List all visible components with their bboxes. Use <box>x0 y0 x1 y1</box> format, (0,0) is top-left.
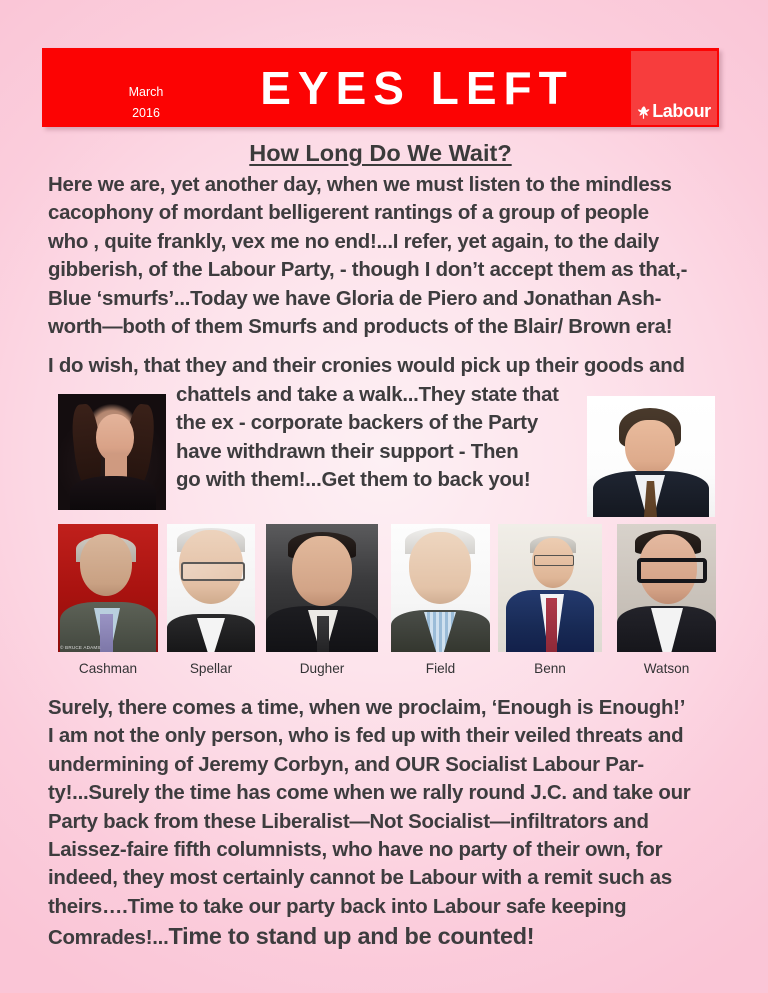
labour-logo-text: Labour <box>652 101 711 121</box>
article-headline: How Long Do We Wait? <box>249 140 512 166</box>
paragraph-line: cacophony of mordant belligerent rantings of a group of people <box>48 202 649 225</box>
paragraph-line: undermining of Jeremy Corbyn, and OUR Socialist Labour Par- <box>48 753 644 776</box>
photo-detail <box>100 614 113 652</box>
masthead-banner <box>42 48 719 127</box>
portrait-field <box>391 524 490 652</box>
issue-month: March <box>128 85 164 99</box>
photo-detail <box>625 420 675 475</box>
caption-dugher: Dugher <box>299 661 345 676</box>
portrait-dugher <box>266 524 378 652</box>
photo-credit: © BRUCE ADAMS <box>60 645 101 650</box>
labour-rose-icon <box>637 105 651 120</box>
paragraph-line: indeed, they most certainly cannot be Labour with a remit such as <box>48 867 672 890</box>
paragraph-line: the ex - corporate backers of the Party <box>176 412 538 435</box>
labour-party-logo <box>631 51 717 125</box>
portrait-jonathan-ashworth <box>587 396 715 517</box>
paragraph-line: Surely, there comes a time, when we proclaim, ‘Enough is Enough!’ <box>48 697 686 719</box>
paragraph-line: theirs….Time to take our party back into Labour safe keeping <box>48 895 627 918</box>
paragraph-line: go with them!...Get them to back you! <box>176 469 531 492</box>
portrait-watson <box>617 524 716 652</box>
portrait-benn <box>498 524 602 652</box>
paragraph-line: chattels and take a walk...They state that <box>176 384 559 406</box>
article-paragraph-2-lead: I do wish, that they and their cronies would pick up their goods and <box>48 355 685 377</box>
paragraph-line: who , quite frankly, vex me no end!...I refer, yet again, to the daily <box>48 230 659 253</box>
photo-detail <box>637 558 707 583</box>
caption-spellar: Spellar <box>189 661 233 676</box>
article-paragraph-3 <box>48 694 738 954</box>
photo-detail <box>181 562 245 581</box>
closing-line-emphasis: Time to stand up and be counted! <box>168 923 535 950</box>
photo-detail <box>80 534 132 596</box>
caption-cashman: Cashman <box>78 661 138 676</box>
photo-detail <box>292 536 352 606</box>
article-paragraph-2-body <box>176 381 596 495</box>
closing-line-lead: Comrades!... <box>48 927 169 950</box>
paragraph-line: worth—both of them Smurfs and products of the Blair/ Brown era! <box>48 316 673 339</box>
paragraph-line: Here we are, yet another day, when we must listen to the mindless <box>48 174 672 196</box>
photo-detail <box>70 476 156 510</box>
paragraph-line: Laissez-faire fifth columnists, who have no party of their own, for <box>48 839 663 862</box>
paragraph-line: Party back from these Liberalist—Not Socialist—infiltrators and <box>48 810 649 833</box>
portrait-spellar <box>167 524 255 652</box>
issue-date <box>98 82 194 124</box>
paragraph-line: I am not the only person, who is fed up with their veiled threats and <box>48 725 684 748</box>
article-paragraph-1 <box>48 171 724 341</box>
photo-detail <box>534 555 574 566</box>
paragraph-line: Blue ‘smurfs’...Today we have Gloria de Piero and Jonathan Ash- <box>48 287 662 310</box>
caption-watson: Watson <box>643 661 690 676</box>
photo-detail <box>409 532 471 604</box>
portrait-gloria-de-piero <box>58 394 166 510</box>
caption-field: Field <box>425 661 456 676</box>
issue-year: 2016 <box>132 106 160 120</box>
closing-line <box>48 921 738 954</box>
paragraph-line: ty!...Surely the time has come when we rally round J.C. and take our <box>48 782 691 805</box>
caption-benn: Benn <box>534 661 566 676</box>
masthead-title: EYES LEFT <box>260 61 574 114</box>
portrait-cashman <box>58 524 158 652</box>
photo-detail <box>546 598 557 652</box>
paragraph-line: gibberish, of the Labour Party, - though I don’t accept them as that,- <box>48 259 688 282</box>
photo-detail <box>317 616 329 652</box>
paragraph-line: have withdrawn their support - Then <box>176 440 519 463</box>
